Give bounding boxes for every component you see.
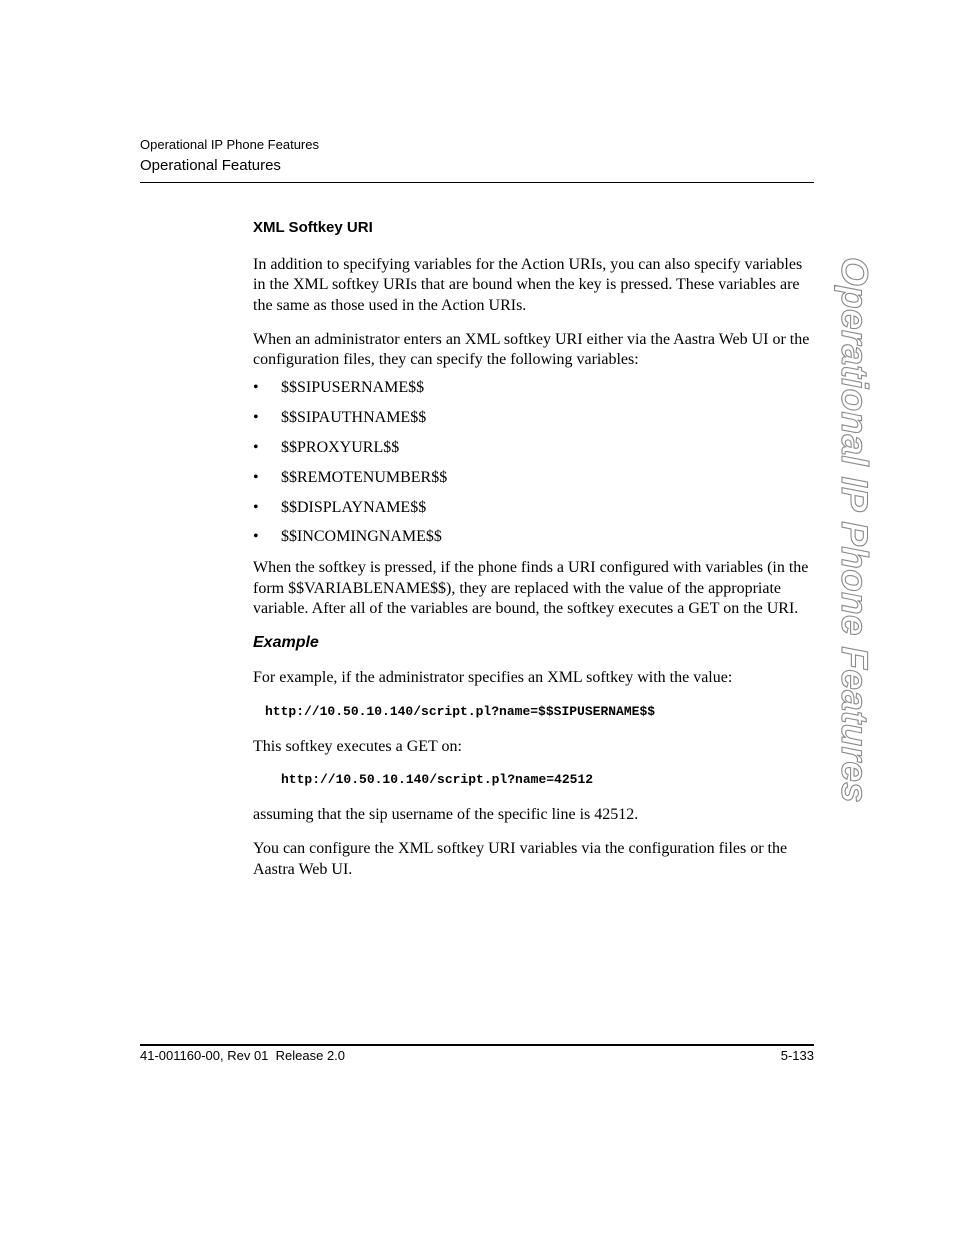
list-item [253,378,813,398]
chapter-side-tab [834,257,875,804]
example-heading: Example [253,634,319,652]
list-item [253,527,813,547]
header-divider [140,182,814,183]
intro-paragraph: In addition to specifying variables for the Action URIs, you can also specify variables in the XML softkey URIs that are bound when the key is pressed. These variables are the same as those used in the Action URIs. [253,256,803,314]
resolved-uri-code: http://10.50.10.140/script.pl?name=42512 [281,771,594,787]
list-item [253,438,813,458]
variable-list [253,378,813,547]
bullet-icon: • [253,498,259,516]
variable-name: $$SIPAUTHNAME$$ [281,409,427,427]
footer-document-id: 41-001160-00, Rev 01 Release 2.0 [140,1048,346,1063]
assumption-paragraph: assuming that the sip username of the specific line is 42512. [253,805,639,823]
configuration-paragraph: You can configure the XML softkey URI variables via the configuration files or the Aastra Web UI. [253,840,788,878]
bullet-icon: • [253,379,259,397]
variable-name: $$INCOMINGNAME$$ [281,528,442,546]
variable-name: $$PROXYURL$$ [281,439,400,457]
footer-divider [140,1044,814,1046]
main-content [253,218,813,894]
binding-explanation-paragraph: When the softkey is pressed, if the phone finds a URI configured with variables (in the form $$VARIABLENAME$$), they are replaced with the value of the appropriate variable. After all of the variables are bound, the softkey executes a GET on the URI. [253,559,809,618]
variable-name: $$SIPUSERNAME$$ [281,379,425,397]
running-header-chapter: Operational IP Phone Features [140,137,319,152]
list-item [253,498,813,518]
example-uri-code: http://10.50.10.140/script.pl?name=$$SIPUSERNAME$$ [265,703,656,719]
example-intro-paragraph: For example, if the administrator specifies an XML softkey with the value: [253,669,733,687]
bullet-icon: • [253,439,259,457]
section-heading: XML Softkey URI [253,219,373,236]
footer-page-number: 5-133 [780,1048,814,1063]
get-intro-paragraph: This softkey executes a GET on: [253,737,462,755]
variable-name: $$REMOTENUMBER$$ [281,468,448,486]
bullet-icon: • [253,468,259,486]
list-item [253,408,813,428]
bullet-icon: • [253,409,259,427]
list-item [253,468,813,488]
running-header-section: Operational Features [140,157,281,174]
variables-intro-paragraph: When an administrator enters an XML softkey URI either via the Aastra Web UI or the configuration files, they can specify the following variables: [253,330,810,369]
chapter-side-tab-label: Operational IP Phone Features [834,257,875,804]
variable-name: $$DISPLAYNAME$$ [281,498,427,516]
bullet-icon: • [253,528,259,546]
